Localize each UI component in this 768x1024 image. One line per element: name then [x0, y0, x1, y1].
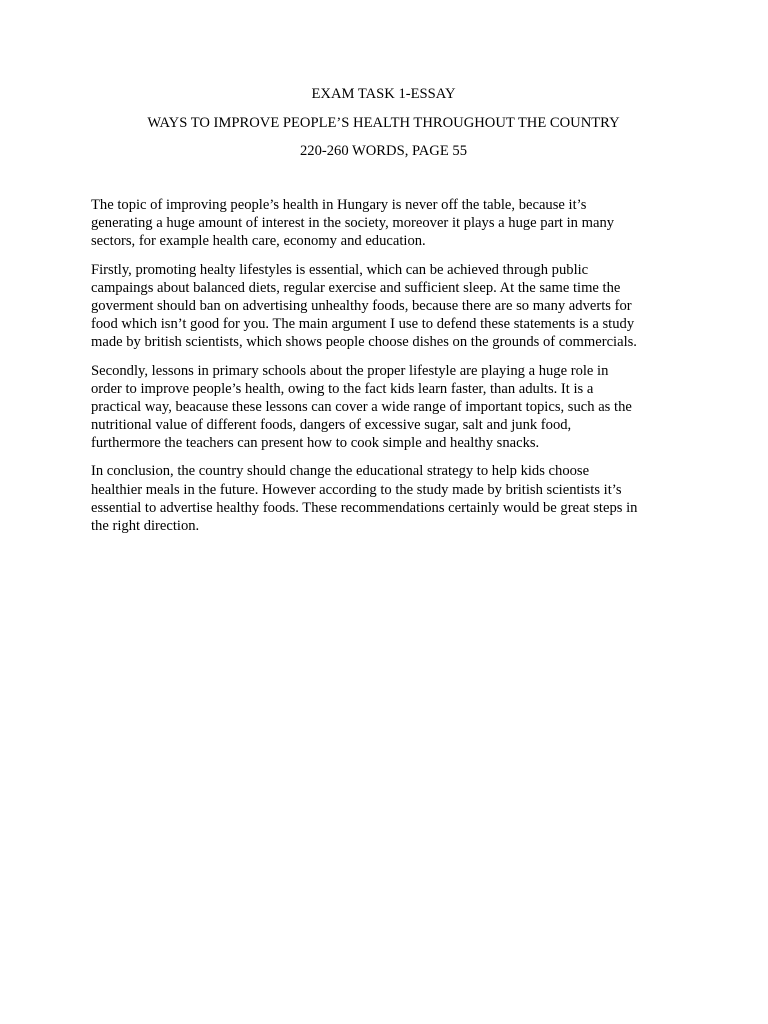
essay-paragraph-secondly [91, 362, 676, 453]
paragraph-line: practical way, beacause these lessons can cover a wide range of important topics, such as the [91, 398, 632, 415]
paragraph-line: the right direction. [91, 518, 200, 534]
paragraph-line: order to improve people’s health, owing to the fact kids learn faster, than adults. It is a [91, 380, 594, 397]
paragraph-line: goverment should ban on advertising unhealthy foods, because there are so many adverts for [91, 297, 632, 314]
paragraph-line: The topic of improving people’s health in Hungary is never off the table, because it’s [91, 197, 587, 213]
essay-paragraph-conclusion [91, 462, 676, 535]
essay-task-title: EXAM TASK 1-ESSAY [311, 86, 456, 102]
paragraph-line: generating a huge amount of interest in the society, moreover it plays a huge part in many [91, 215, 615, 232]
paragraph-line: sectors, for example health care, economy and education. [91, 233, 426, 250]
paragraph-line: food which isn’t good for you. The main argument I use to defend these statements is a study [91, 316, 635, 333]
essay-topic-heading: WAYS TO IMPROVE PEOPLE’S HEALTH THROUGHOUT THE COUNTRY [147, 115, 620, 131]
paragraph-line: healthier meals in the future. However according to the study made by british scientists it’s [91, 481, 622, 498]
paragraph-line: made by british scientists, which shows people choose dishes on the grounds of commercials. [91, 334, 637, 351]
paragraph-line: nutritional value of different foods, dangers of excessive sugar, salt and junk food, [91, 417, 572, 434]
paragraph-line: furthermore the teachers can present how to cook simple and healthy snacks. [91, 435, 540, 452]
paragraph-line: Firstly, promoting healty lifestyles is essential, which can be achieved through public [91, 261, 589, 278]
essay-paragraph-intro [91, 196, 676, 251]
paragraph-line: In conclusion, the country should change the educational strategy to help kids choose [91, 463, 590, 480]
paragraph-line: essential to advertise healthy foods. These recommendations certainly would be great steps in [91, 499, 638, 516]
essay-paragraph-firstly [91, 261, 676, 352]
paragraph-line: Secondly, lessons in primary schools about the proper lifestyle are playing a huge role in [91, 362, 609, 379]
paragraph-line: campaings about balanced diets, regular exercise and sufficient sleep. At the same time the [91, 279, 621, 296]
essay-body [91, 196, 676, 545]
word-count-info: 220-260 WORDS, PAGE 55 [299, 143, 468, 159]
